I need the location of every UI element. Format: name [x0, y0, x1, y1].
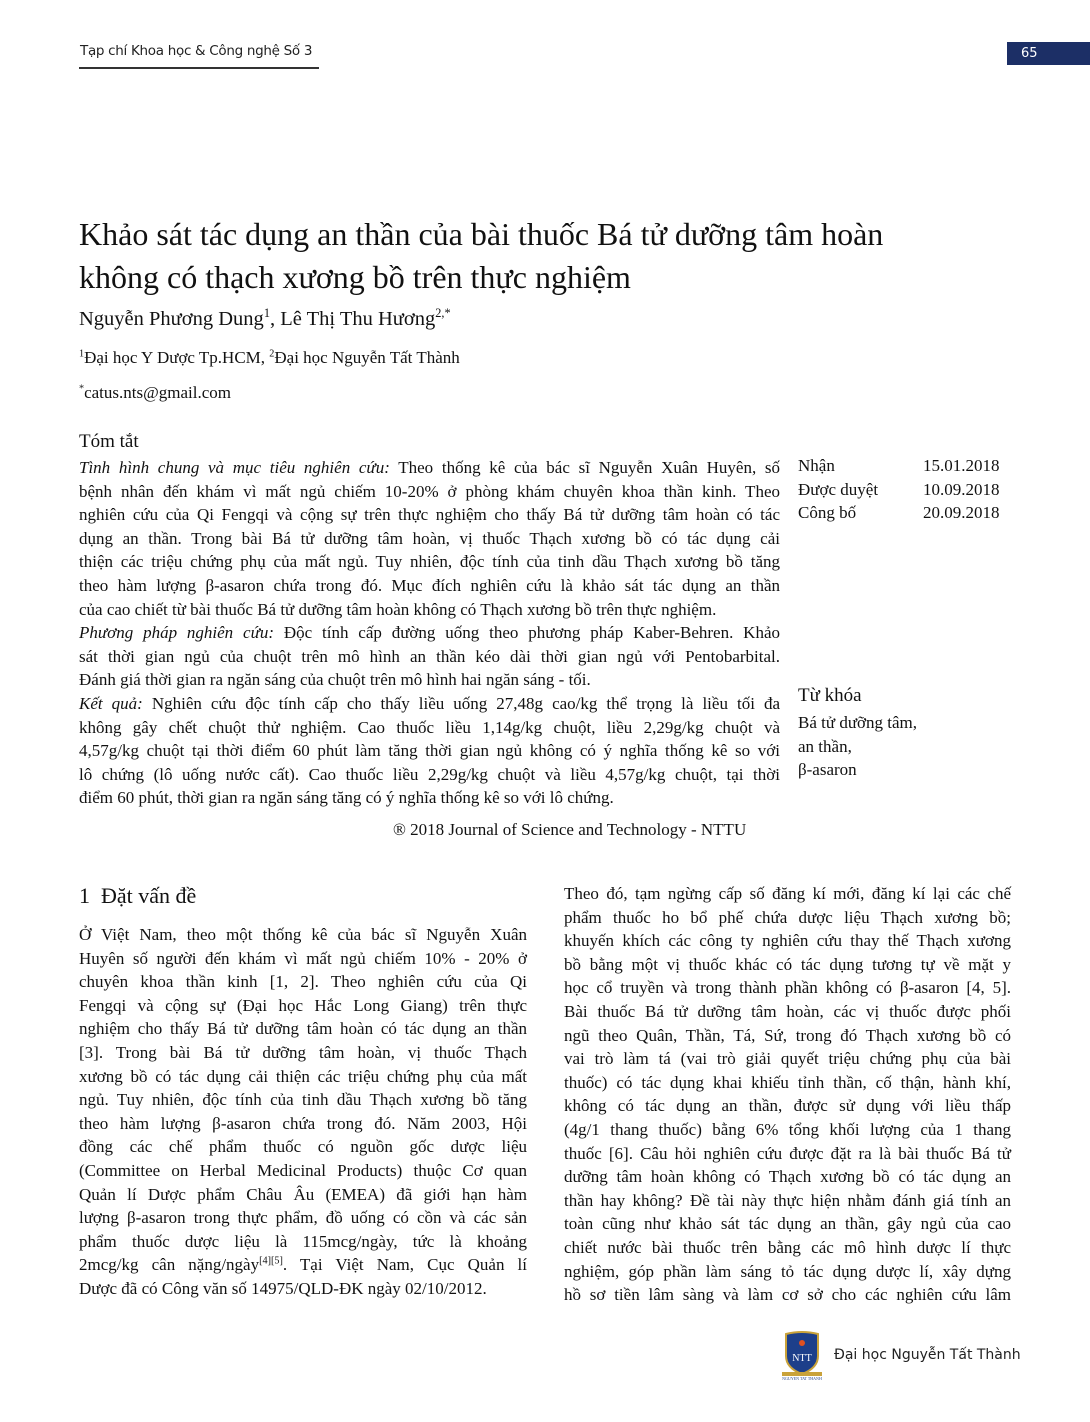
date-label: Được duyệt: [798, 479, 879, 499]
text-line: [79, 1183, 527, 1207]
text-line: [564, 1047, 1011, 1071]
text-segment: bệnh nhân đến khám vì mất ngủ chiếm 10-20% ở phòng khám chuyên khoa thần kinh. Theo: [79, 481, 780, 501]
text-segment: nghiên cứu của Qi Fengqi và cộng sự trên thực nghiệm cho thấy Bá tử dưỡng tâm hoàn có tác: [79, 505, 780, 525]
text-segment: điểm 60 phút, thời gian ra ngăn sáng tăng có ý nghĩa thống kê so với lô chứng.: [79, 788, 614, 808]
affiliation: Đại học Y Dược Tp.HCM,: [84, 348, 270, 367]
text-line: [79, 763, 780, 787]
text-segment: toàn cũng như khảo sát tác dụng an thần, gây ngủ của cao: [564, 1214, 1011, 1234]
text-line: [564, 1189, 1011, 1213]
keywords-heading: Từ khóa: [798, 685, 862, 706]
text-segment: (Committee on Herbal Medicinal Products) thuộc Cơ quan: [79, 1160, 527, 1180]
text-segment: xương bồ có tác dụng cải thiện các triệu chứng phụ của mất: [79, 1066, 527, 1086]
page-number: 65: [1007, 42, 1090, 65]
text-segment: thuốc [6]. Câu hỏi nghiên cứu được đặt ra là bài thuốc Bá tử: [564, 1143, 1011, 1163]
text-segment: ngủ. Tuy nhiên, độc tính của tinh dầu Thạch xương bồ tăng: [79, 1090, 527, 1110]
left-column-text: [79, 923, 527, 1301]
title-line: Khảo sát tác dụng an thần của bài thuốc Bá tử dưỡng tâm hoàn: [79, 216, 884, 252]
text-segment: Độc tính cấp đường uống theo phương pháp Kaber-Behren. Khảo: [274, 623, 780, 643]
citation-superscript: [4][5]: [259, 1255, 283, 1267]
text-segment: theo hàm lượng β-asaron chứa trong đó. Năm 2003, Hội: [79, 1113, 527, 1133]
text-segment: Theo đó, tạm ngừng cấp số đăng kí mới, đăng kí lại các chế: [564, 884, 1011, 903]
text-line: [79, 574, 780, 598]
article-dates: [798, 454, 1000, 525]
text-segment: dưỡng tâm hoàn không có Thạch xương bồ có tác dụng an: [564, 1167, 1011, 1187]
date-published: [798, 501, 1000, 525]
text-segment: đồng các chế phẩm thuốc có nguồn gốc dược liệu: [79, 1137, 527, 1157]
text-line: [79, 1065, 527, 1089]
text-line: [564, 1283, 1011, 1307]
text-line: [564, 882, 1011, 906]
title-line: không có thạch xương bồ trên thực nghiệm: [79, 259, 631, 295]
date-value: 15.01.2018: [923, 456, 1000, 475]
text-line: [564, 1260, 1011, 1284]
text-line: [79, 645, 780, 669]
affil-mark: 2: [269, 348, 275, 360]
header-divider: [79, 67, 319, 69]
text-segment: vai trò làm tá (vai trò giải quyết triệu chứng phụ của bài: [564, 1049, 1011, 1069]
svg-text:NTT: NTT: [792, 1353, 812, 1364]
text-segment: Quản lí Dược phẩm Châu Âu (EMEA) đã giới hạn hàm: [79, 1184, 527, 1204]
text-segment: thần hay không? Đề tài này thực hiện nhằm đánh giá tính an: [564, 1190, 1011, 1210]
date-value: 20.09.2018: [923, 503, 1000, 523]
text-segment: Bài thuốc Bá tử dưỡng tâm hoàn, các vị thuốc được phối: [564, 1001, 1011, 1021]
text-line: [564, 1165, 1011, 1189]
text-line: [79, 598, 780, 622]
text-segment: ngũ theo Quân, Thần, Tá, Sứ, trong đó Thạch xương bồ có: [564, 1025, 1011, 1045]
text-segment: phẩm thuốc dược liệu là 115mcg/ngày, tức là khoảng: [79, 1231, 527, 1251]
text-segment: 4,57g/kg chuột tại thời điểm 60 phút làm tăng thời gian ngủ không có ý nghĩa thống kê so với: [79, 741, 780, 761]
keyword: an thần,: [798, 736, 852, 756]
text-line: [564, 953, 1011, 977]
email-address[interactable]: catus.nts@gmail.com: [84, 383, 232, 402]
text-line: [79, 1277, 527, 1301]
text-line: [79, 1088, 527, 1112]
text-segment: Dược đã có Công văn số 14975/QLD-ĐK ngày 02/10/2012.: [79, 1278, 487, 1298]
text-segment: chiết nước bài thuốc trên bằng các mô hình dược lí thực: [564, 1237, 1011, 1257]
text-line: [79, 527, 780, 551]
text-segment: (4g/1 thang thuốc) bằng 6% tổng khối lượng của 1 thang: [564, 1119, 1011, 1139]
university-logo-icon: [780, 1330, 824, 1380]
text-line: [564, 1142, 1011, 1166]
footer: [780, 1330, 1021, 1380]
text-line: [564, 1212, 1011, 1236]
text-segment: [3]. Trong bài Bá tử dưỡng tâm hoàn, vị thuốc Thạch: [79, 1042, 527, 1062]
text-segment: của cao chiết từ bài thuốc Bá tử dưỡng tâm hoàn không có Thạch xương bồ trên thực nghiệm.: [79, 599, 717, 619]
text-segment: Theo thống kê của bác sĩ Nguyễn Xuân Huyên, số: [389, 458, 780, 477]
text-line: [564, 1094, 1011, 1118]
date-value: 10.09.2018: [923, 479, 1000, 499]
text-segment: thiện các triệu chứng phụ của mất ngủ. Tuy nhiên, độc tính của tinh dầu Thạch xương bồ tăng: [79, 552, 780, 572]
text-line: [79, 621, 780, 645]
abstract-subheading: Kết quả:: [79, 693, 143, 713]
text-segment: Nghiên cứu độc tính cấp cho thấy liều uống 27,48g cao/kg thể trọng là liều tối đa: [142, 693, 780, 713]
keywords: [798, 685, 917, 782]
text-line: [564, 1000, 1011, 1024]
text-line: [564, 906, 1011, 930]
text-line: [564, 929, 1011, 953]
date-label: Công bố: [798, 503, 857, 523]
text-segment: phẩm thuốc ho bổ phế chứa dược liệu Thạch xương bồ;: [564, 907, 1011, 927]
abstract-body: [79, 456, 780, 810]
text-segment: nghiệm, góp phần làm sáng tỏ tác dụng dược lí, xây dựng: [564, 1261, 1011, 1281]
text-line: [79, 456, 780, 480]
keyword: β-asaron: [798, 760, 857, 780]
author-affil-mark: 2,*: [435, 306, 451, 321]
text-segment: Fengqi và cộng sự (Đại học Hắc Long Giang) trên thực: [79, 995, 527, 1015]
corresponding-email: [79, 383, 231, 403]
author-name: Lê Thị Thu Hương: [280, 308, 436, 330]
footer-university-name: Đại học Nguyễn Tất Thành: [834, 1347, 1021, 1363]
keyword: Bá tử dưỡng tâm,: [798, 713, 918, 732]
text-line: [564, 1024, 1011, 1048]
text-segment: Đánh giá thời gian ra ngăn sáng của chuột trên mô hình hai ngăn sáng - tối.: [79, 670, 591, 690]
text-line: [79, 947, 527, 971]
text-segment: bồ bằng một vị thuốc khác có tác dụng tương tự về mặt y: [564, 954, 1011, 974]
journal-header: Tạp chí Khoa học & Công nghệ Số 3: [80, 43, 313, 59]
text-segment: chuyên khoa thần kinh [1, 2]. Theo nghiên cứu của Qi: [79, 972, 527, 992]
date-received: [798, 454, 1000, 478]
text-segment: . Tại Việt Nam, Cục Quản lí: [282, 1255, 527, 1275]
text-segment: lượng β-asaron trong thực phẩm, đồ uống có cồn và các sản: [79, 1208, 527, 1228]
affiliations: [79, 348, 460, 368]
text-line: [79, 923, 527, 947]
author-separator: ,: [269, 308, 281, 330]
date-label: Nhận: [798, 456, 835, 475]
abstract-subheading: Tình hình chung và mục tiêu nghiên cứu:: [79, 458, 390, 477]
text-segment: học cổ truyền và trong thành phần không có β-asaron [4, 5].: [564, 978, 1011, 998]
text-segment: thuốc) có tác dụng khai khiếu tỉnh thần, cố thận, hành khí,: [564, 1072, 1011, 1092]
text-line: [79, 1017, 527, 1041]
corresponding-mark: *: [79, 383, 85, 395]
abstract-subheading: Phương pháp nghiên cứu:: [79, 623, 274, 643]
affiliation: Đại học Nguyễn Tất Thành: [274, 348, 460, 367]
text-line: [79, 480, 780, 504]
text-segment: hồ sơ tiền lâm sàng và làm cơ sở cho các nghiên cứu lâm: [564, 1285, 1011, 1305]
authors: [79, 308, 451, 331]
text-line: [564, 1071, 1011, 1095]
right-column-text: [564, 882, 1011, 1307]
author-name: Nguyễn Phương Dung: [79, 308, 264, 330]
date-accepted: [798, 478, 1000, 502]
affil-mark: 1: [79, 348, 85, 360]
copyright: ® 2018 Journal of Science and Technology - NTTU: [393, 820, 747, 839]
text-line: [79, 1135, 527, 1159]
text-line: [79, 550, 780, 574]
text-segment: không gây chết chuột thử nghiệm. Cao thuốc liều 1,14g/kg chuột, liều 2,29g/kg chuột và: [79, 717, 780, 737]
text-segment: khuyến khích các công ty nghiên cứu thay thế Thạch xương: [564, 931, 1011, 951]
text-segment: không có tác dụng an thần, được sử dụng với liều thấp: [564, 1096, 1011, 1116]
text-segment: dụng an thần. Trong bài Bá tử dưỡng tâm hoàn, vị thuốc Thạch xương bồ có tác dụng cải: [79, 528, 780, 548]
article-title: [79, 213, 979, 299]
text-line: [79, 716, 780, 740]
text-line: [564, 1118, 1011, 1142]
text-segment: sát thời gian ngủ của chuột trên mô hình an thần kéo dài thời gian ngủ với Pentobarbital.: [79, 646, 780, 666]
text-line: [79, 1253, 527, 1277]
text-line: [79, 739, 780, 763]
svg-text:NGUYEN TAT THANH: NGUYEN TAT THANH: [782, 1376, 822, 1380]
text-segment: nghiệm cho thấy Bá tử dưỡng tâm hoàn có tác dụng an thần: [79, 1019, 527, 1039]
author-affil-mark: 1: [263, 306, 270, 321]
text-segment: lô chứng (lô uống nước cất). Cao thuốc liều 2,29g/kg chuột và liều 4,57g/kg chuột, tại thời: [79, 764, 780, 784]
text-line: [79, 1112, 527, 1136]
text-line: [79, 994, 527, 1018]
text-line: [564, 976, 1011, 1000]
text-line: [79, 1159, 527, 1183]
text-segment: Ở Việt Nam, theo một thống kê của bác sĩ Nguyễn Xuân: [79, 925, 527, 944]
text-segment: Huyên số người đến khám vì mất ngủ chiếm 10% - 20% ở: [79, 948, 527, 968]
text-line: [79, 668, 780, 692]
text-line: [79, 1041, 527, 1065]
text-line: [79, 786, 780, 810]
section-heading: [79, 883, 196, 909]
text-line: [564, 1236, 1011, 1260]
text-line: [79, 503, 780, 527]
text-line: [79, 970, 527, 994]
text-segment: theo hàm lượng β-asaron chứa trong đó. Mục đích nghiên cứu là khảo sát tác dụng an thần: [79, 575, 780, 595]
abstract-heading: Tóm tắt: [79, 431, 139, 452]
text-line: [79, 692, 780, 716]
section-number: 1: [79, 883, 90, 908]
section-title: Đặt vấn đề: [101, 883, 197, 908]
text-line: [79, 1230, 527, 1254]
text-line: [79, 1206, 527, 1230]
text-segment: 2mcg/kg cân nặng/ngày: [79, 1255, 260, 1275]
